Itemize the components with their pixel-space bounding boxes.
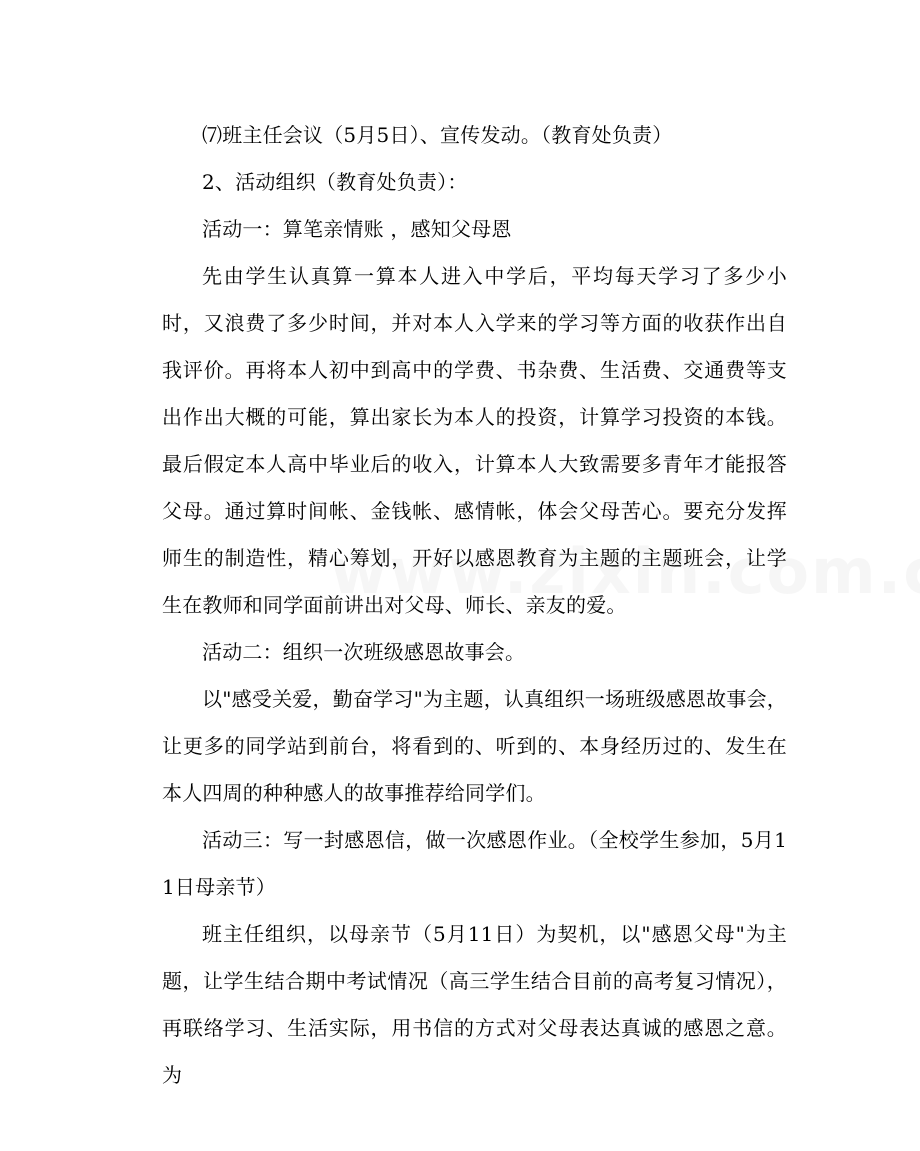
paragraph-activity-three-title: 活动三：写一封感恩信，做一次感恩作业。（全校学生参加，5月11日母亲节） [162, 828, 787, 899]
paragraph-activity-one-body: 先由学生认真算一算本人进入中学后，平均每天学习了多少小时，又浪费了多少时间，并对本人入学来的学习等方面的收获作出自我评价。再将本人初中到高中的学费、书杂费、生活费、交通费等支出作出大概的可能，算出家长为本人的投资，计算学习投资的本钱。最后假定本人高中毕业后的收入，计算本人大致需要多青年才能报答父母。通过算时间帐、金钱帐、感情帐，体会父母苦心。要充分发挥师生的制造性，精心筹划，开好以感恩教育为主题的主题班会，让学生在教师和同学面前讲出对父母、师长、亲友的爱。 [162, 264, 787, 617]
paragraph-activity-two-title: 活动二：组织一次班级感恩故事会。 [202, 640, 526, 664]
paragraph-activity-three-body: 班主任组织，以母亲节（5月11日）为契机，以"感恩父母"为主题，让学生结合期中考试情况（高三学生结合目前的高考复习情况），再联络学习、生活实际，用书信的方式对父母表达真诚的感恩之意。为 [162, 922, 787, 1087]
paragraph-organization-heading: 2、活动组织（教育处负责）： [202, 170, 468, 194]
paragraph-activity-one-title: 活动一：算笔亲情账 ，感知父母恩 [202, 217, 512, 241]
paragraph-activity-two-body: 以"感受关爱，勤奋学习"为主题，认真组织一场班级感恩故事会，让更多的同学站到前台，将看到的、听到的、本身经历过的、发生在本人四周的种种感人的故事推荐给同学们。 [162, 687, 787, 805]
document-body [162, 112, 787, 1099]
paragraph-meeting: ⑺班主任会议（5月5日）、宣传发动。（教育处负责） [202, 123, 673, 147]
